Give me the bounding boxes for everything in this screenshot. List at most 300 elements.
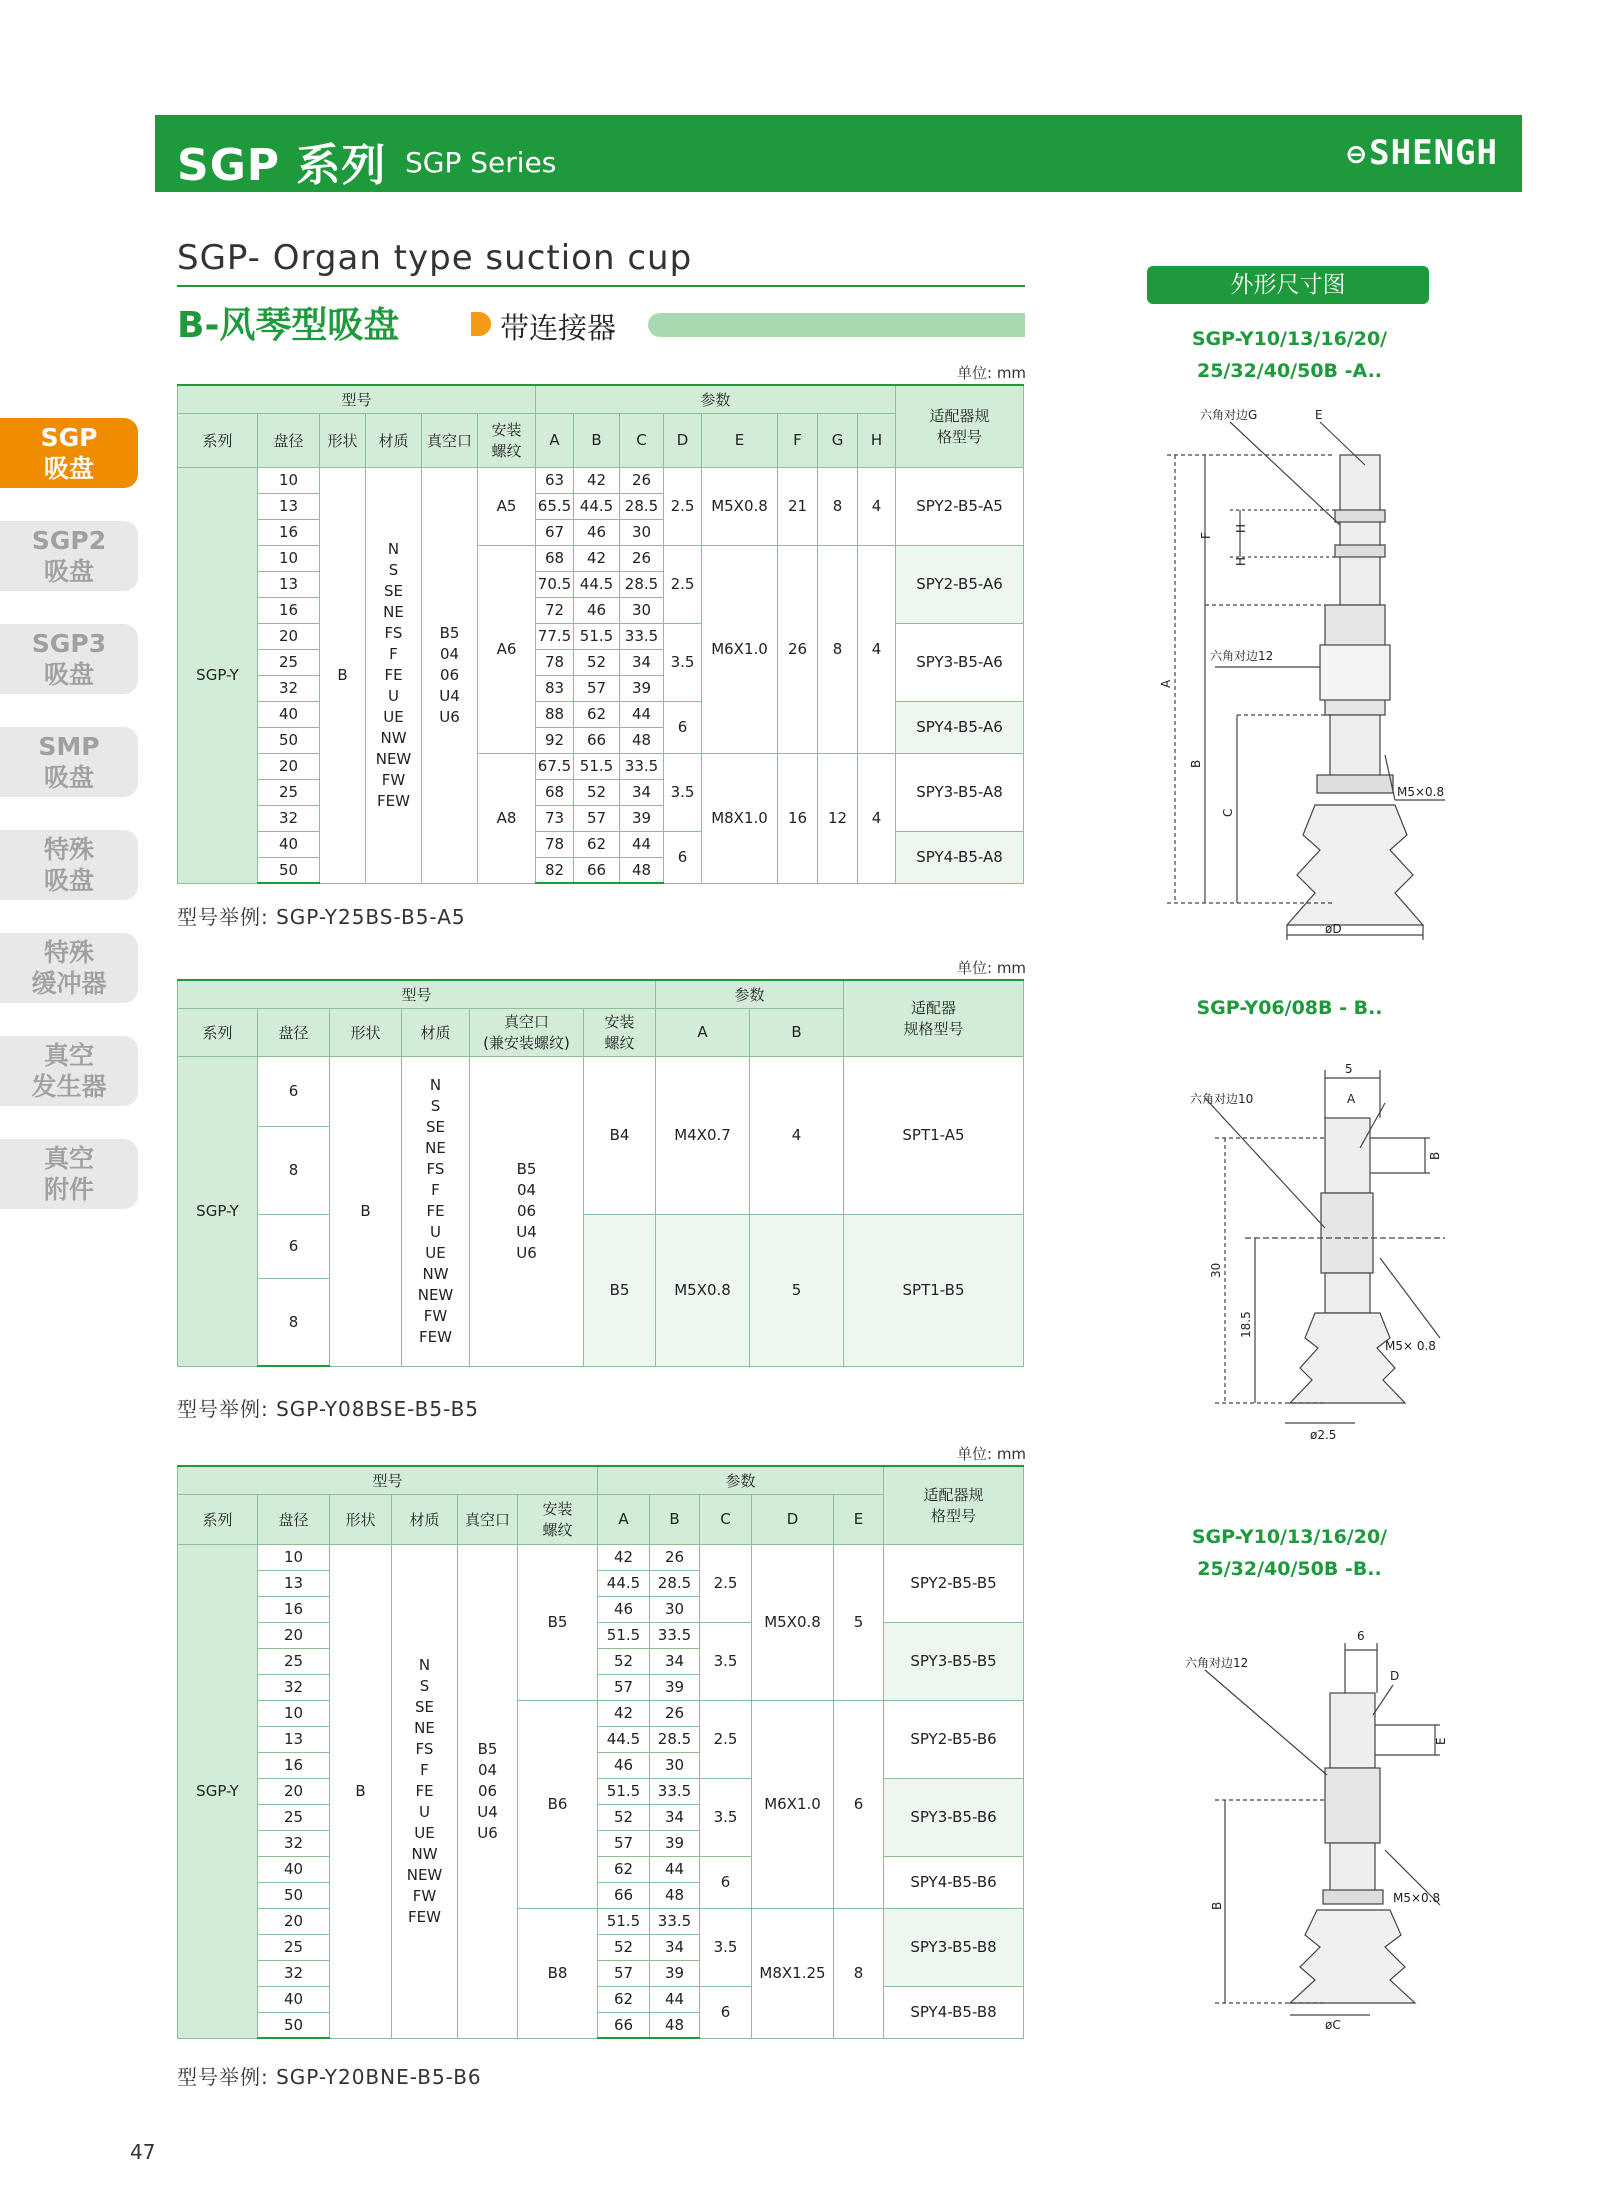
d2-dia-label: ø2.5 (1310, 1428, 1337, 1442)
drawing-a-type (1145, 405, 1445, 945)
d3-6-label: 6 (1357, 1629, 1365, 1643)
table-row (178, 701, 1024, 727)
cell-e: 6 (834, 1700, 884, 1908)
header-params: 参数 (598, 1466, 884, 1494)
header-series: 系列 (178, 1494, 258, 1544)
cell-b: 5 (750, 1214, 844, 1366)
cell-f: 26 (778, 545, 818, 753)
cell-c: 6 (700, 1856, 752, 1908)
cell-adapter: SPY2-B5-A5 (896, 467, 1024, 545)
cell-dia: 13 (258, 493, 320, 519)
cell-dia: 13 (258, 1726, 330, 1752)
cell-g: 8 (818, 545, 858, 753)
cell-d: 2.5 (664, 467, 702, 545)
cell-mat: N S SE NE FS F FE U UE NW NEW FW FEW (402, 1056, 470, 1366)
cell-adapter: SPY2-B5-B6 (884, 1700, 1024, 1778)
cell-b: 57 (574, 805, 620, 831)
cell-a: 62 (598, 1856, 650, 1882)
cell-b: 46 (574, 519, 620, 545)
cell-a: 51.5 (598, 1908, 650, 1934)
header-h: H (858, 413, 896, 467)
cell-c: 34 (620, 649, 664, 675)
sidebar-item-1[interactable]: SGP2 吸盘 (0, 521, 138, 591)
header-adapter: 适配器规 格型号 (884, 1466, 1024, 1544)
cell-b: 51.5 (574, 623, 620, 649)
cell-b: 39 (650, 1674, 700, 1700)
cell-d: M8X1.25 (752, 1908, 834, 2038)
cell-dia: 32 (258, 1674, 330, 1700)
cell-a: 42 (598, 1544, 650, 1570)
cell-b: 39 (650, 1960, 700, 1986)
title-divider (177, 285, 1025, 287)
cell-d: M6X1.0 (752, 1700, 834, 1908)
header-subtitle: SGP Series (405, 146, 557, 179)
d2-185-label: 18.5 (1239, 1311, 1253, 1338)
cell-b: 34 (650, 1934, 700, 1960)
cell-threads: B5 (584, 1214, 656, 1366)
drawing1-title: SGP-Y10/13/16/20/ 25/32/40/50B -A.. (1191, 328, 1388, 382)
table-row (178, 623, 1024, 649)
cell-dia: 16 (258, 597, 320, 623)
d3-e-label: E (1434, 1737, 1448, 1745)
cell-dia: 20 (258, 1778, 330, 1804)
d2-b-label: B (1428, 1151, 1442, 1160)
cell-dia: 8 (258, 1126, 330, 1214)
header-mat: 材质 (402, 1008, 470, 1056)
cell-b: 66 (574, 727, 620, 753)
drawing-b-small (1145, 1048, 1445, 1448)
sidebar-item-3[interactable]: SMP 吸盘 (0, 727, 138, 797)
d1-a-label: A (1159, 679, 1173, 688)
cell-shape: B (320, 467, 366, 883)
cell-b: 62 (574, 831, 620, 857)
cell-b: 28.5 (650, 1726, 700, 1752)
header-params: 参数 (656, 980, 844, 1008)
header-model: 型号 (178, 385, 536, 413)
cell-mat: N S SE NE FS F FE U UE NW NEW FW FEW (392, 1544, 458, 2038)
cell-dia: 50 (258, 857, 320, 883)
section-title-cn: B-风琴型吸盘 (177, 305, 400, 346)
cell-threads: A8 (478, 753, 536, 883)
cell-a: 68 (536, 779, 574, 805)
sidebar-item-2[interactable]: SGP3 吸盘 (0, 624, 138, 694)
header-e: E (702, 413, 778, 467)
d3-d-label: D (1390, 1669, 1400, 1683)
header-model: 型号 (178, 980, 656, 1008)
cell-h: 4 (858, 545, 896, 753)
cell-a: 70.5 (536, 571, 574, 597)
cell-a: 44.5 (598, 1726, 650, 1752)
cell-dia: 6 (258, 1056, 330, 1126)
header-params: 参数 (536, 385, 896, 413)
drawing-b-type (1145, 1605, 1448, 2032)
header-mat: 材质 (392, 1494, 458, 1544)
cell-a: 77.5 (536, 623, 574, 649)
cell-threads: B8 (518, 1908, 598, 2038)
header-shape: 形状 (330, 1008, 402, 1056)
cell-vac: B5 04 06 U4 U6 (422, 467, 478, 883)
cell-a: 73 (536, 805, 574, 831)
cell-a: 83 (536, 675, 574, 701)
title-marker-icon (471, 312, 491, 336)
cell-vac: B5 04 06 U4 U6 (470, 1056, 584, 1366)
unit-label-1: 单位: mm (957, 364, 1027, 382)
cell-a: M4X0.7 (656, 1056, 750, 1214)
cell-b: 52 (574, 779, 620, 805)
cell-c: 30 (620, 519, 664, 545)
cell-b: 33.5 (650, 1908, 700, 1934)
sidebar-item-0[interactable]: SGP 吸盘 (0, 418, 138, 488)
cell-c: 30 (620, 597, 664, 623)
cell-c: 39 (620, 675, 664, 701)
cell-b: 30 (650, 1752, 700, 1778)
cell-b: 44 (650, 1986, 700, 2012)
cell-d: 6 (664, 701, 702, 753)
header-a: A (656, 1008, 750, 1056)
cell-dia: 32 (258, 675, 320, 701)
header-dia: 盘径 (258, 1494, 330, 1544)
cell-h: 4 (858, 753, 896, 883)
cell-a: 78 (536, 831, 574, 857)
cell-b: 42 (574, 467, 620, 493)
header-shape: 形状 (320, 413, 366, 467)
cell-c: 44 (620, 831, 664, 857)
cell-a: 68 (536, 545, 574, 571)
cell-e: 5 (834, 1544, 884, 1700)
cell-c: 6 (700, 1986, 752, 2038)
cell-c: 2.5 (700, 1700, 752, 1778)
cell-dia: 10 (258, 1544, 330, 1570)
table-row (178, 1986, 1024, 2012)
cell-dia: 32 (258, 805, 320, 831)
cell-b: 51.5 (574, 753, 620, 779)
cell-threads: A5 (478, 467, 536, 545)
cell-c: 39 (620, 805, 664, 831)
cell-d: 6 (664, 831, 702, 883)
d1-hexg-label: 六角对边G (1200, 408, 1258, 422)
cell-b: 48 (650, 2012, 700, 2038)
cell-c: 28.5 (620, 493, 664, 519)
cell-adapter: SPY2-B5-B5 (884, 1544, 1024, 1622)
spec-table-a (177, 384, 1024, 884)
cell-c: 33.5 (620, 623, 664, 649)
cell-dia: 50 (258, 727, 320, 753)
d1-f-label: F (1199, 532, 1213, 539)
sidebar-item-6[interactable]: 真空 发生器 (0, 1036, 138, 1106)
cell-adapter: SPY3-B5-A8 (896, 753, 1024, 831)
cell-b: 4 (750, 1056, 844, 1214)
dimension-drawing-tag: 外形尺寸图 (1147, 266, 1429, 304)
d1-h-label-2: H (1234, 556, 1248, 566)
cell-dia: 8 (258, 1278, 330, 1366)
sidebar-item-5[interactable]: 特殊 缓冲器 (0, 933, 138, 1003)
cell-g: 12 (818, 753, 858, 883)
cell-b: 44.5 (574, 493, 620, 519)
cell-b: 33.5 (650, 1622, 700, 1648)
d1-c-label: C (1221, 808, 1235, 817)
cell-a: 92 (536, 727, 574, 753)
cell-dia: 20 (258, 623, 320, 649)
cell-dia: 10 (258, 467, 320, 493)
cell-dia: 40 (258, 1856, 330, 1882)
cell-c: 33.5 (620, 753, 664, 779)
header-b: B (750, 1008, 844, 1056)
cell-dia: 32 (258, 1960, 330, 1986)
cell-b: 52 (574, 649, 620, 675)
cell-a: 46 (598, 1752, 650, 1778)
cell-dia: 50 (258, 2012, 330, 2038)
cell-c: 3.5 (700, 1908, 752, 1986)
cell-mat: N S SE NE FS F FE U UE NW NEW FW FEW (366, 467, 422, 883)
header-series: 系列 (178, 413, 258, 467)
header-adapter: 适配器 规格型号 (844, 980, 1024, 1056)
cell-b: 62 (574, 701, 620, 727)
cell-b: 42 (574, 545, 620, 571)
cell-adapter: SPY3-B5-B8 (884, 1908, 1024, 1986)
table-row (178, 1700, 1024, 1726)
header-c: C (700, 1494, 752, 1544)
cell-c: 34 (620, 779, 664, 805)
cell-b: 34 (650, 1648, 700, 1674)
header-thread: 安装 螺纹 (478, 413, 536, 467)
cell-dia: 16 (258, 519, 320, 545)
cell-dia: 16 (258, 1596, 330, 1622)
cell-a: 44.5 (598, 1570, 650, 1596)
cell-h: 4 (858, 467, 896, 545)
cell-g: 8 (818, 467, 858, 545)
cell-dia: 25 (258, 1804, 330, 1830)
header-shape: 形状 (330, 1494, 392, 1544)
cell-a: 62 (598, 1986, 650, 2012)
section-subtitle: 带连接器 (500, 311, 617, 345)
model-example-2: 型号举例: SGP-Y08BSE-B5-B5 (177, 1397, 480, 1421)
cell-a: 88 (536, 701, 574, 727)
d2-hex10-label: 六角对边10 (1190, 1092, 1254, 1106)
d1-hex12-label: 六角对边12 (1210, 649, 1274, 663)
cell-vac: B5 04 06 U4 U6 (458, 1544, 518, 2038)
header-adapter: 适配器规 格型号 (896, 385, 1024, 467)
cell-adapter: SPT1-B5 (844, 1214, 1024, 1366)
cell-a: 57 (598, 1830, 650, 1856)
cell-e: 8 (834, 1908, 884, 2038)
cell-dia: 20 (258, 1908, 330, 1934)
table-row (178, 1778, 1024, 1804)
cell-c: 3.5 (700, 1778, 752, 1856)
table-row (178, 1544, 1024, 1570)
header-thread: 安装 螺纹 (518, 1494, 598, 1544)
cell-b: 46 (574, 597, 620, 623)
cell-dia: 40 (258, 701, 320, 727)
header-dia: 盘径 (258, 413, 320, 467)
header-b: B (650, 1494, 700, 1544)
cell-a: 46 (598, 1596, 650, 1622)
cell-adapter: SPY4-B5-A6 (896, 701, 1024, 753)
d1-h-label-1: H (1234, 523, 1248, 533)
d2-30-label: 30 (1209, 1262, 1223, 1278)
cell-c: 48 (620, 727, 664, 753)
unit-label-2: 单位: mm (957, 959, 1027, 977)
cell-a: 63 (536, 467, 574, 493)
cell-dia: 10 (258, 1700, 330, 1726)
cell-b: 44 (650, 1856, 700, 1882)
cell-dia: 13 (258, 571, 320, 597)
header-title: SGP 系列 (177, 140, 387, 191)
header-d: D (664, 413, 702, 467)
table-row (178, 1056, 1024, 1126)
table-row (178, 1622, 1024, 1648)
cell-dia: 20 (258, 1622, 330, 1648)
cell-a: 82 (536, 857, 574, 883)
d1-m5-label: M5×0.8 (1397, 785, 1445, 799)
logo-mark-icon: ⊖ (1347, 137, 1367, 172)
d1-b-label: B (1189, 759, 1203, 768)
cell-a: 52 (598, 1648, 650, 1674)
header-e: E (834, 1494, 884, 1544)
header-f: F (778, 413, 818, 467)
d2-m5-label: M5× 0.8 (1385, 1339, 1436, 1353)
cell-a: 67.5 (536, 753, 574, 779)
cell-threads: B6 (518, 1700, 598, 1908)
cell-dia: 40 (258, 831, 320, 857)
cell-shape: B (330, 1056, 402, 1366)
cell-a: 67 (536, 519, 574, 545)
d2-5-label: 5 (1345, 1062, 1353, 1076)
cell-series: SGP-Y (178, 1056, 258, 1366)
cell-series: SGP-Y (178, 467, 258, 883)
cell-c: 26 (620, 467, 664, 493)
table-row (178, 753, 1024, 779)
cell-c: 44 (620, 701, 664, 727)
cell-b: 26 (650, 1700, 700, 1726)
cell-e: M5X0.8 (702, 467, 778, 545)
cell-c: 28.5 (620, 571, 664, 597)
cell-threads: A6 (478, 545, 536, 753)
cell-b: 34 (650, 1804, 700, 1830)
page-header (155, 115, 1522, 192)
sidebar-item-7[interactable]: 真空 附件 (0, 1139, 138, 1209)
header-c: C (620, 413, 664, 467)
cell-a: 57 (598, 1960, 650, 1986)
cell-dia: 16 (258, 1752, 330, 1778)
cell-c: 3.5 (700, 1622, 752, 1700)
drawing3-title: SGP-Y10/13/16/20/ 25/32/40/50B -B.. (1191, 1526, 1388, 1580)
table-row (178, 831, 1024, 857)
header-thread: 安装 螺纹 (584, 1008, 656, 1056)
table-row (178, 467, 1024, 493)
table-row (178, 1214, 1024, 1278)
cell-a: 51.5 (598, 1622, 650, 1648)
model-example-3: 型号举例: SGP-Y20BNE-B5-B6 (177, 2065, 482, 2089)
cell-f: 16 (778, 753, 818, 883)
cell-threads: B4 (584, 1056, 656, 1214)
cell-adapter: SPY4-B5-A8 (896, 831, 1024, 883)
cell-threads: B5 (518, 1544, 598, 1700)
cell-adapter: SPY4-B5-B8 (884, 1986, 1024, 2038)
table-row (178, 545, 1024, 571)
d3-hex12-label: 六角对边12 (1185, 1656, 1249, 1670)
header-vac: 真空口 (422, 413, 478, 467)
header-vac: 真空口 (458, 1494, 518, 1544)
section-title-en: SGP- Organ type suction cup (177, 238, 693, 278)
cell-a: 66 (598, 1882, 650, 1908)
cell-dia: 25 (258, 779, 320, 805)
cell-adapter: SPY3-B5-A6 (896, 623, 1024, 701)
cell-a: 78 (536, 649, 574, 675)
cell-b: 39 (650, 1830, 700, 1856)
cell-a: 72 (536, 597, 574, 623)
cell-adapter: SPY3-B5-B6 (884, 1778, 1024, 1856)
cell-a: 66 (598, 2012, 650, 2038)
cell-d: 2.5 (664, 545, 702, 623)
cell-b: 30 (650, 1596, 700, 1622)
cell-a: 57 (598, 1674, 650, 1700)
model-example-1: 型号举例: SGP-Y25BS-B5-A5 (177, 905, 466, 929)
logo-text: SHENGH (1369, 133, 1498, 173)
header-series: 系列 (178, 1008, 258, 1056)
d3-b-label: B (1210, 1901, 1224, 1910)
cell-b: 48 (650, 1882, 700, 1908)
header-g: G (818, 413, 858, 467)
spec-table-b-small (177, 979, 1024, 1367)
header-model: 型号 (178, 1466, 598, 1494)
header-b: B (574, 413, 620, 467)
cell-adapter: SPY3-B5-B5 (884, 1622, 1024, 1700)
cell-dia: 32 (258, 1830, 330, 1856)
cell-a: 51.5 (598, 1778, 650, 1804)
cell-b: 44.5 (574, 571, 620, 597)
cell-dia: 40 (258, 1986, 330, 2012)
cell-dia: 10 (258, 545, 320, 571)
cell-dia: 25 (258, 1648, 330, 1674)
header-d: D (752, 1494, 834, 1544)
cell-a: M5X0.8 (656, 1214, 750, 1366)
drawing2-title: SGP-Y06/08B - B.. (1196, 997, 1383, 1019)
cell-b: 28.5 (650, 1570, 700, 1596)
header-a: A (536, 413, 574, 467)
cell-dia: 25 (258, 649, 320, 675)
cell-d: 3.5 (664, 623, 702, 701)
cell-c: 48 (620, 857, 664, 883)
d3-m5-label: M5×0.8 (1393, 1891, 1441, 1905)
cell-b: 66 (574, 857, 620, 883)
sidebar-item-4[interactable]: 特殊 吸盘 (0, 830, 138, 900)
cell-d: M5X0.8 (752, 1544, 834, 1700)
cell-d: 3.5 (664, 753, 702, 831)
cell-adapter: SPY4-B5-B6 (884, 1856, 1024, 1908)
table-row (178, 1908, 1024, 1934)
header-vac: 真空口 (兼安装螺纹) (470, 1008, 584, 1056)
cell-adapter: SPY2-B5-A6 (896, 545, 1024, 623)
table-row (178, 1856, 1024, 1882)
d1-e-label: E (1315, 408, 1323, 422)
cell-dia: 13 (258, 1570, 330, 1596)
page-number: 47 (130, 2140, 156, 2164)
cell-a: 52 (598, 1804, 650, 1830)
cell-dia: 6 (258, 1214, 330, 1278)
cell-dia: 20 (258, 753, 320, 779)
spec-table-b (177, 1465, 1024, 2039)
cell-shape: B (330, 1544, 392, 2038)
brand-logo (1347, 133, 1498, 173)
cell-a: 52 (598, 1934, 650, 1960)
header-a: A (598, 1494, 650, 1544)
cell-b: 57 (574, 675, 620, 701)
cell-a: 65.5 (536, 493, 574, 519)
cell-f: 21 (778, 467, 818, 545)
cell-b: 26 (650, 1544, 700, 1570)
cell-e: M8X1.0 (702, 753, 778, 883)
cell-b: 33.5 (650, 1778, 700, 1804)
